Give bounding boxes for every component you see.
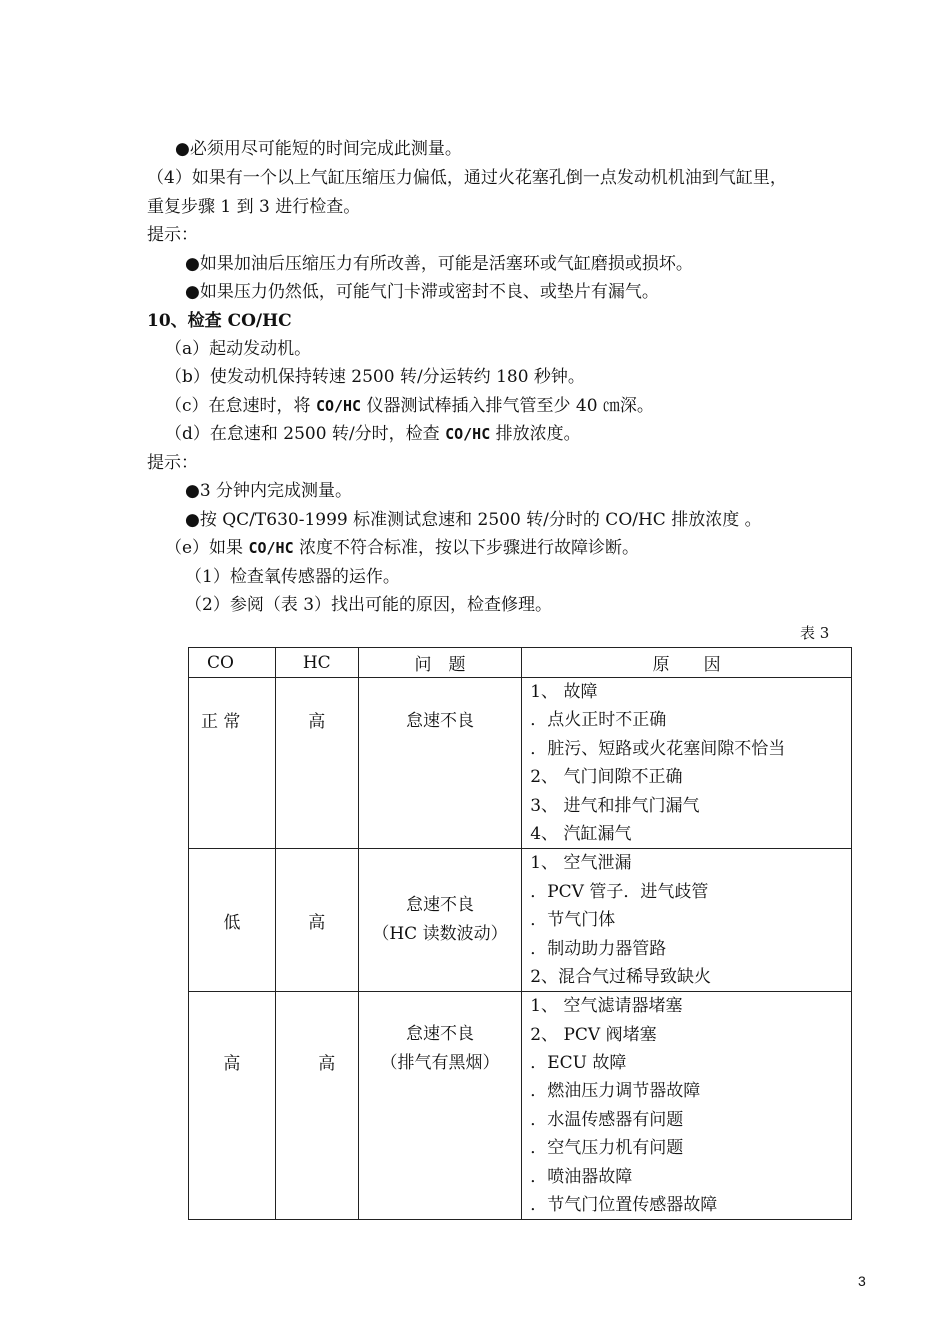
cause-item: ．空气压力机有问题 — [530, 1138, 684, 1159]
step-d — [165, 423, 581, 445]
table-row — [189, 849, 852, 992]
cause-item: ．水温传感器有问题 — [530, 1109, 684, 1130]
step-e-pre: （e）如果 — [165, 538, 249, 558]
step-c — [165, 395, 654, 417]
table-caption: 表 3 — [800, 624, 830, 642]
step-e-post: 浓度不符合标准，按以下步骤进行故障诊断。 — [293, 538, 640, 558]
row1-problem-line: 怠速不良 — [405, 711, 474, 731]
row1-hc: 高 — [275, 678, 358, 849]
header-problem: 问 题 — [358, 648, 522, 678]
cause-item: 3、 进气和排气门漏气 — [530, 795, 700, 816]
row3-causes — [522, 992, 852, 1220]
row2-hc: 高 — [275, 849, 358, 992]
diagnosis-table — [188, 647, 852, 1220]
cause-item: 1、 故障 — [530, 682, 598, 702]
step-d-pre: （d）在怠速和 2500 转/分时，检查 — [165, 424, 446, 444]
table-row — [189, 992, 852, 1220]
row1-causes — [522, 678, 852, 849]
row1-problem — [358, 678, 522, 849]
cause-item: 2、 气门间隙不正确 — [530, 767, 683, 788]
hint-label-2: 提示： — [147, 453, 198, 473]
step-a: （a）起动发动机。 — [165, 339, 312, 359]
cause-item: ．ECU 故障 — [530, 1053, 627, 1074]
page-number: 3 — [858, 1273, 866, 1289]
row2-problem — [358, 849, 522, 992]
hint-bullet-1: ●如果加油后压缩压力有所改善，可能是活塞环或气缸磨损或损坏。 — [185, 254, 693, 274]
table-row — [189, 678, 852, 849]
bullet-measure-quickly: ●必须用尽可能短的时间完成此测量。 — [175, 139, 462, 159]
row3-co: 高 — [189, 992, 276, 1220]
cause-item: ．节气门体 — [530, 910, 616, 931]
hint-bullet-2: ●如果压力仍然低，可能气门卡滞或密封不良、或垫片有漏气。 — [185, 282, 659, 302]
step-c-coh: CO/HC — [315, 397, 362, 415]
cause-item: ．燃油压力调节器故障 — [530, 1081, 701, 1102]
cause-item: 2、 PCV 阀堵塞 — [530, 1024, 657, 1045]
hint2-bullet-1: ●3 分钟内完成测量。 — [185, 481, 353, 501]
cause-item: 4、 汽缸漏气 — [530, 823, 632, 844]
row2-causes — [522, 849, 852, 992]
cause-item: 2、混合气过稀导致缺火 — [530, 966, 712, 987]
step-e — [165, 537, 639, 559]
row3-hc: 高 — [275, 992, 358, 1220]
cause-item: ．喷油器故障 — [530, 1166, 633, 1187]
step-e-coh: CO/HC — [248, 539, 294, 557]
row1-co: 正 常 — [189, 678, 276, 849]
cause-item: ．点火正时不正确 — [530, 710, 667, 731]
section-heading: 10、检查 CO/HC — [147, 311, 292, 331]
sub-step-2: （2）参阅（表 3）找出可能的原因，检查修理。 — [185, 595, 553, 615]
header-cause: 原 因 — [522, 648, 852, 678]
row3-problem-line: （排气有黑烟） — [380, 1053, 500, 1074]
step-4-text-cont: 重复步骤 1 到 3 进行检查。 — [147, 197, 361, 217]
hint-label: 提示： — [147, 225, 198, 245]
step-c-pre: （c）在怠速时，将 — [165, 396, 316, 416]
step-d-post: 排放浓度。 — [490, 424, 581, 444]
step-c-post: 仪器测试棒插入排气管至少 40 ㎝深。 — [361, 396, 654, 416]
cause-item: ．脏污、短路或火花塞间隙不恰当 — [530, 738, 786, 759]
cause-item: ．节气门位置传感器故障 — [530, 1195, 718, 1216]
header-hc: HC — [275, 648, 358, 678]
row2-problem-line: （HC 读数波动） — [372, 924, 508, 945]
step-d-coh: CO/HC — [445, 425, 491, 443]
row2-co: 低 — [189, 849, 276, 992]
step-4-text: （4）如果有一个以上气缸压缩压力偏低，通过火花塞孔倒一点发动机机油到气缸里， — [147, 168, 787, 188]
cause-item: 1、 空气滤请器堵塞 — [530, 996, 683, 1017]
hint2-bullet-2: ●按 QC/T630-1999 标准测试怠速和 2500 转/分时的 CO/HC 排放浓度 。 — [185, 510, 762, 530]
cause-item: ．制动助力器管路 — [530, 938, 667, 959]
row2-problem-line: 怠速不良 — [405, 895, 474, 916]
sub-step-1: （1）检查氧传感器的运作。 — [185, 567, 400, 587]
header-co: CO — [189, 648, 276, 678]
cause-item: 1、 空气泄漏 — [530, 853, 632, 874]
table-header-row — [189, 648, 852, 678]
row3-problem-line: 怠速不良 — [405, 1024, 474, 1045]
row3-problem — [358, 992, 522, 1220]
cause-item: ．PCV 管子．进气歧管 — [530, 881, 709, 902]
step-b: （b）使发动机保持转速 2500 转/分运转约 180 秒钟。 — [165, 367, 585, 387]
